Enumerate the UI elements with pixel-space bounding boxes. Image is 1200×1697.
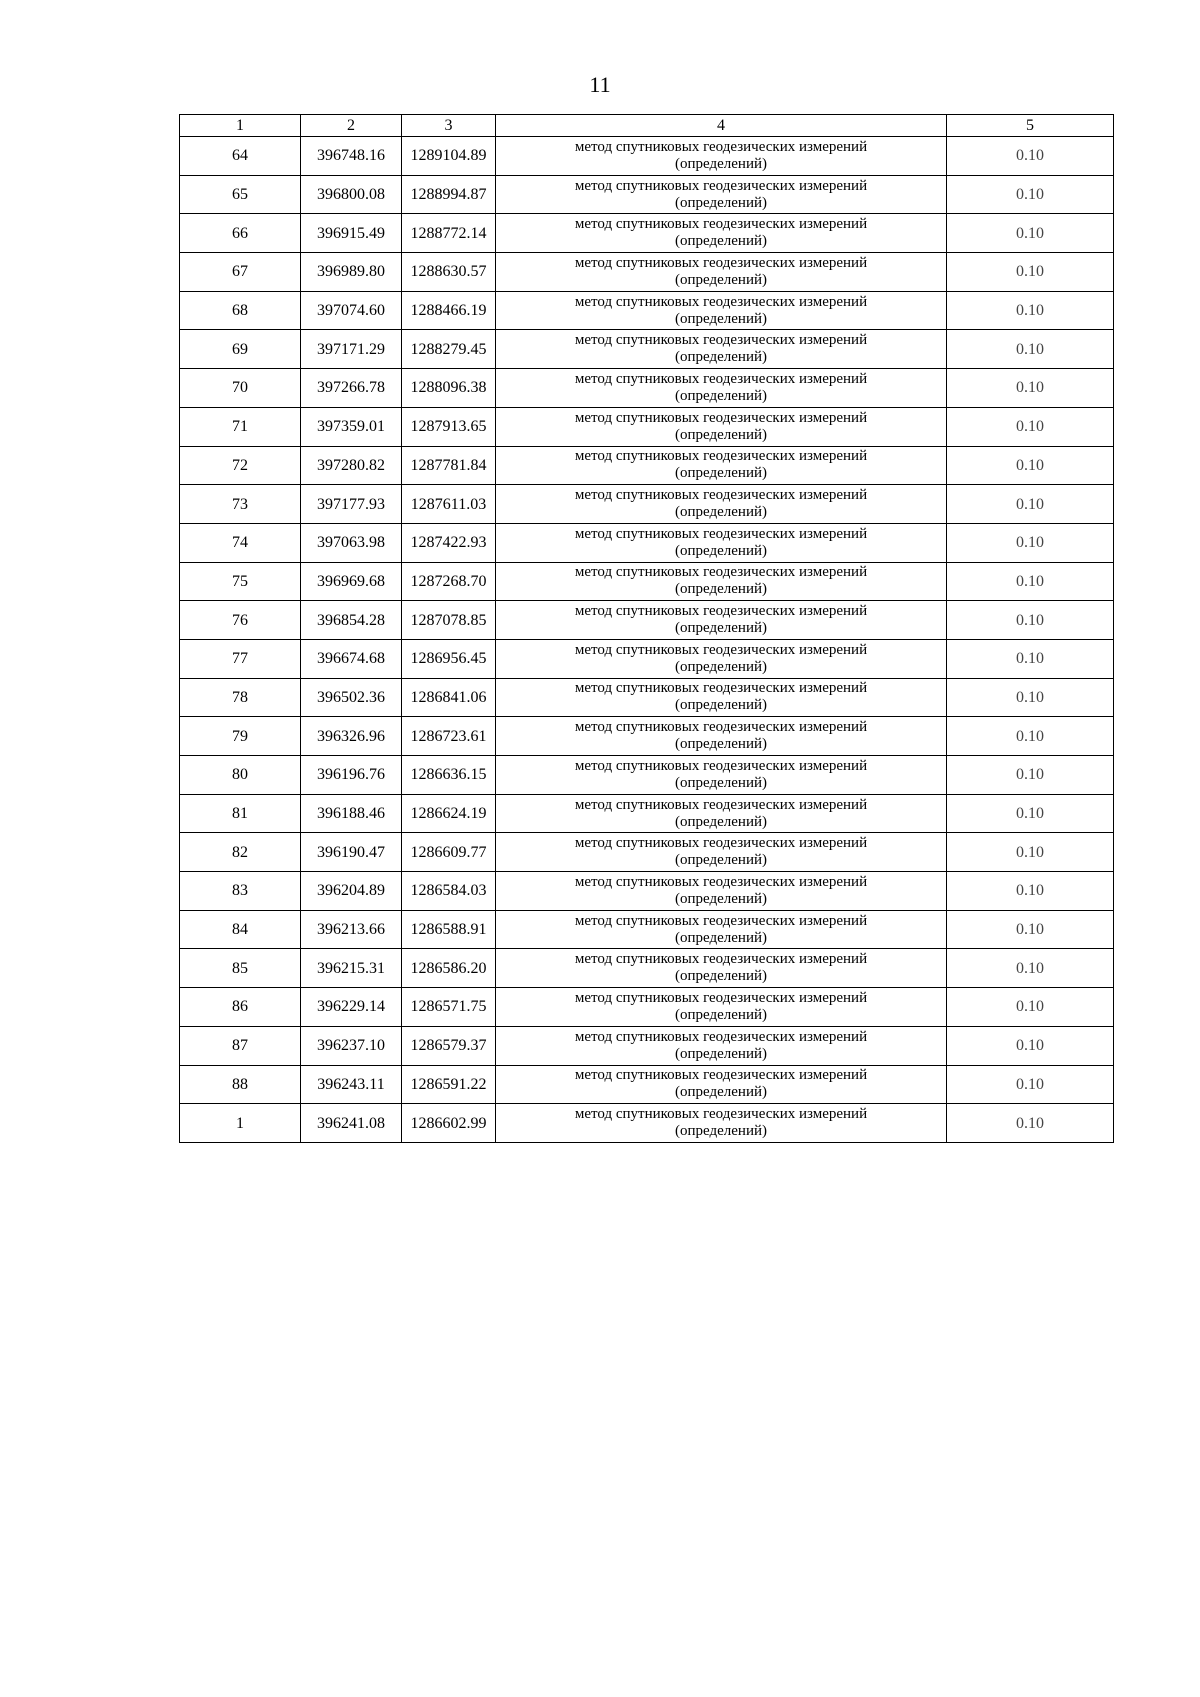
- x-coordinate-cell: 396969.68: [301, 562, 402, 601]
- method-line-2: (определений): [675, 387, 767, 404]
- header-col-1: 1: [180, 115, 301, 137]
- x-coordinate-cell: 396243.11: [301, 1065, 402, 1104]
- x-coordinate-cell: 396204.89: [301, 872, 402, 911]
- method-cell: [496, 175, 947, 214]
- method-line-2: (определений): [675, 890, 767, 907]
- method-line-2: (определений): [675, 736, 767, 753]
- table-row: [180, 291, 1114, 330]
- accuracy-cell: 0.10: [947, 601, 1114, 640]
- table-row: [180, 1026, 1114, 1065]
- y-coordinate-cell: 1289104.89: [402, 137, 496, 176]
- table-row: [180, 407, 1114, 446]
- method-line-2: (определений): [675, 620, 767, 637]
- method-line-1: метод спутниковых геодезических измерений: [574, 409, 868, 426]
- method-line-2: (определений): [675, 542, 767, 559]
- x-coordinate-cell: 396237.10: [301, 1026, 402, 1065]
- method-cell: [496, 949, 947, 988]
- method-cell: [496, 1104, 947, 1143]
- method-line-1: метод спутниковых геодезических измерений: [574, 138, 868, 155]
- y-coordinate-cell: 1286956.45: [402, 639, 496, 678]
- y-coordinate-cell: 1286586.20: [402, 949, 496, 988]
- accuracy-cell: 0.10: [947, 1065, 1114, 1104]
- method-cell: [496, 330, 947, 369]
- x-coordinate-cell: 396674.68: [301, 639, 402, 678]
- method-line-2: (определений): [675, 968, 767, 985]
- y-coordinate-cell: 1288772.14: [402, 214, 496, 253]
- method-line-2: (определений): [675, 426, 767, 443]
- point-number-cell: 85: [180, 949, 301, 988]
- y-coordinate-cell: 1287078.85: [402, 601, 496, 640]
- accuracy-cell: 0.10: [947, 253, 1114, 292]
- accuracy-cell: 0.10: [947, 910, 1114, 949]
- accuracy-cell: 0.10: [947, 678, 1114, 717]
- x-coordinate-cell: 397171.29: [301, 330, 402, 369]
- y-coordinate-cell: 1288279.45: [402, 330, 496, 369]
- x-coordinate-cell: 396502.36: [301, 678, 402, 717]
- point-number-cell: 1: [180, 1104, 301, 1143]
- table-row: [180, 872, 1114, 911]
- method-line-1: метод спутниковых геодезических измерений: [574, 293, 868, 310]
- table-row: [180, 1104, 1114, 1143]
- method-cell: [496, 137, 947, 176]
- x-coordinate-cell: 396241.08: [301, 1104, 402, 1143]
- method-line-1: метод спутниковых геодезических измерений: [574, 525, 868, 542]
- method-line-1: метод спутниковых геодезических измерений: [574, 835, 868, 852]
- method-line-2: (определений): [675, 504, 767, 521]
- y-coordinate-cell: 1287781.84: [402, 446, 496, 485]
- accuracy-cell: 0.10: [947, 137, 1114, 176]
- method-line-1: метод спутниковых геодезических измерений: [574, 254, 868, 271]
- accuracy-cell: 0.10: [947, 330, 1114, 369]
- point-number-cell: 67: [180, 253, 301, 292]
- table-row: [180, 562, 1114, 601]
- method-cell: [496, 485, 947, 524]
- y-coordinate-cell: 1286588.91: [402, 910, 496, 949]
- x-coordinate-cell: 396188.46: [301, 794, 402, 833]
- accuracy-cell: 0.10: [947, 446, 1114, 485]
- coordinates-table: [179, 114, 1114, 1143]
- accuracy-cell: 0.10: [947, 291, 1114, 330]
- method-line-1: метод спутниковых геодезических измерений: [574, 448, 868, 465]
- method-line-1: метод спутниковых геодезических измерений: [574, 680, 868, 697]
- y-coordinate-cell: 1288630.57: [402, 253, 496, 292]
- method-cell: [496, 369, 947, 408]
- method-line-2: (определений): [675, 194, 767, 211]
- header-col-2: 2: [301, 115, 402, 137]
- method-line-1: метод спутниковых геодезических измерений: [574, 873, 868, 890]
- table-row: [180, 369, 1114, 408]
- x-coordinate-cell: 396190.47: [301, 833, 402, 872]
- x-coordinate-cell: 396229.14: [301, 988, 402, 1027]
- x-coordinate-cell: 397266.78: [301, 369, 402, 408]
- y-coordinate-cell: 1288096.38: [402, 369, 496, 408]
- header-col-5: 5: [947, 115, 1114, 137]
- accuracy-cell: 0.10: [947, 872, 1114, 911]
- table-row: [180, 601, 1114, 640]
- table-row: [180, 910, 1114, 949]
- header-col-4: 4: [496, 115, 947, 137]
- y-coordinate-cell: 1287913.65: [402, 407, 496, 446]
- point-number-cell: 64: [180, 137, 301, 176]
- method-cell: [496, 562, 947, 601]
- method-line-2: (определений): [675, 813, 767, 830]
- y-coordinate-cell: 1286636.15: [402, 756, 496, 795]
- method-line-2: (определений): [675, 465, 767, 482]
- point-number-cell: 78: [180, 678, 301, 717]
- method-line-1: метод спутниковых геодезических измерений: [574, 719, 868, 736]
- header-col-3: 3: [402, 115, 496, 137]
- method-cell: [496, 639, 947, 678]
- method-cell: [496, 291, 947, 330]
- table-row: [180, 794, 1114, 833]
- x-coordinate-cell: 396748.16: [301, 137, 402, 176]
- y-coordinate-cell: 1286579.37: [402, 1026, 496, 1065]
- table-row: [180, 523, 1114, 562]
- table-row: [180, 214, 1114, 253]
- table-row: [180, 446, 1114, 485]
- table-row: [180, 639, 1114, 678]
- method-line-1: метод спутниковых геодезических измерений: [574, 641, 868, 658]
- method-cell: [496, 1065, 947, 1104]
- method-cell: [496, 446, 947, 485]
- method-line-1: метод спутниковых геодезических измерений: [574, 796, 868, 813]
- table-row: [180, 175, 1114, 214]
- accuracy-cell: 0.10: [947, 523, 1114, 562]
- method-cell: [496, 910, 947, 949]
- table-row: [180, 253, 1114, 292]
- x-coordinate-cell: 396800.08: [301, 175, 402, 214]
- point-number-cell: 65: [180, 175, 301, 214]
- table-row: [180, 678, 1114, 717]
- method-cell: [496, 678, 947, 717]
- x-coordinate-cell: 397074.60: [301, 291, 402, 330]
- point-number-cell: 80: [180, 756, 301, 795]
- x-coordinate-cell: 396989.80: [301, 253, 402, 292]
- table-row: [180, 137, 1114, 176]
- method-cell: [496, 717, 947, 756]
- method-line-1: метод спутниковых геодезических измерений: [574, 370, 868, 387]
- point-number-cell: 74: [180, 523, 301, 562]
- method-line-1: метод спутниковых геодезических измерений: [574, 487, 868, 504]
- method-line-1: метод спутниковых геодезических измерений: [574, 757, 868, 774]
- y-coordinate-cell: 1287611.03: [402, 485, 496, 524]
- method-line-1: метод спутниковых геодезических измерений: [574, 912, 868, 929]
- accuracy-cell: 0.10: [947, 214, 1114, 253]
- method-line-1: метод спутниковых геодезических измерений: [574, 177, 868, 194]
- x-coordinate-cell: 397359.01: [301, 407, 402, 446]
- method-line-2: (определений): [675, 1045, 767, 1062]
- table-row: [180, 485, 1114, 524]
- accuracy-cell: 0.10: [947, 562, 1114, 601]
- point-number-cell: 77: [180, 639, 301, 678]
- method-cell: [496, 756, 947, 795]
- point-number-cell: 75: [180, 562, 301, 601]
- y-coordinate-cell: 1287268.70: [402, 562, 496, 601]
- table-row: [180, 756, 1114, 795]
- table-body: [180, 137, 1114, 1143]
- method-line-2: (определений): [675, 233, 767, 250]
- accuracy-cell: 0.10: [947, 485, 1114, 524]
- method-line-1: метод спутниковых геодезических измерений: [574, 989, 868, 1006]
- accuracy-cell: 0.10: [947, 988, 1114, 1027]
- method-line-2: (определений): [675, 581, 767, 598]
- method-line-2: (определений): [675, 1006, 767, 1023]
- method-line-2: (определений): [675, 774, 767, 791]
- y-coordinate-cell: 1286571.75: [402, 988, 496, 1027]
- point-number-cell: 83: [180, 872, 301, 911]
- y-coordinate-cell: 1286723.61: [402, 717, 496, 756]
- method-cell: [496, 523, 947, 562]
- accuracy-cell: 0.10: [947, 407, 1114, 446]
- table-row: [180, 1065, 1114, 1104]
- table-row: [180, 717, 1114, 756]
- point-number-cell: 81: [180, 794, 301, 833]
- x-coordinate-cell: 396196.76: [301, 756, 402, 795]
- method-line-2: (определений): [675, 271, 767, 288]
- point-number-cell: 70: [180, 369, 301, 408]
- table-row: [180, 988, 1114, 1027]
- y-coordinate-cell: 1286591.22: [402, 1065, 496, 1104]
- accuracy-cell: 0.10: [947, 1104, 1114, 1143]
- point-number-cell: 76: [180, 601, 301, 640]
- y-coordinate-cell: 1287422.93: [402, 523, 496, 562]
- point-number-cell: 71: [180, 407, 301, 446]
- x-coordinate-cell: 396326.96: [301, 717, 402, 756]
- method-line-2: (определений): [675, 1123, 767, 1140]
- method-cell: [496, 794, 947, 833]
- point-number-cell: 88: [180, 1065, 301, 1104]
- x-coordinate-cell: 396213.66: [301, 910, 402, 949]
- method-cell: [496, 407, 947, 446]
- accuracy-cell: 0.10: [947, 639, 1114, 678]
- method-cell: [496, 833, 947, 872]
- point-number-cell: 72: [180, 446, 301, 485]
- x-coordinate-cell: 396915.49: [301, 214, 402, 253]
- method-line-2: (определений): [675, 929, 767, 946]
- accuracy-cell: 0.10: [947, 794, 1114, 833]
- y-coordinate-cell: 1286624.19: [402, 794, 496, 833]
- accuracy-cell: 0.10: [947, 949, 1114, 988]
- method-cell: [496, 601, 947, 640]
- method-line-1: метод спутниковых геодезических измерений: [574, 216, 868, 233]
- method-cell: [496, 988, 947, 1027]
- method-line-1: метод спутниковых геодезических измерений: [574, 1067, 868, 1084]
- point-number-cell: 69: [180, 330, 301, 369]
- method-cell: [496, 872, 947, 911]
- method-line-2: (определений): [675, 697, 767, 714]
- method-line-1: метод спутниковых геодезических измерений: [574, 951, 868, 968]
- method-line-1: метод спутниковых геодезических измерений: [574, 603, 868, 620]
- y-coordinate-cell: 1288994.87: [402, 175, 496, 214]
- method-line-2: (определений): [675, 852, 767, 869]
- x-coordinate-cell: 397177.93: [301, 485, 402, 524]
- point-number-cell: 68: [180, 291, 301, 330]
- point-number-cell: 66: [180, 214, 301, 253]
- x-coordinate-cell: 397280.82: [301, 446, 402, 485]
- table-row: [180, 833, 1114, 872]
- x-coordinate-cell: 396854.28: [301, 601, 402, 640]
- method-line-2: (определений): [675, 658, 767, 675]
- method-line-1: метод спутниковых геодезических измерений: [574, 1106, 868, 1123]
- method-line-1: метод спутниковых геодезических измерений: [574, 332, 868, 349]
- method-cell: [496, 253, 947, 292]
- method-line-2: (определений): [675, 349, 767, 366]
- point-number-cell: 73: [180, 485, 301, 524]
- table-row: [180, 330, 1114, 369]
- page-number: 11: [589, 72, 611, 97]
- y-coordinate-cell: 1286584.03: [402, 872, 496, 911]
- y-coordinate-cell: 1286609.77: [402, 833, 496, 872]
- x-coordinate-cell: 397063.98: [301, 523, 402, 562]
- accuracy-cell: 0.10: [947, 717, 1114, 756]
- table-row: [180, 949, 1114, 988]
- method-line-2: (определений): [675, 155, 767, 172]
- point-number-cell: 86: [180, 988, 301, 1027]
- method-cell: [496, 1026, 947, 1065]
- method-line-2: (определений): [675, 310, 767, 327]
- accuracy-cell: 0.10: [947, 833, 1114, 872]
- x-coordinate-cell: 396215.31: [301, 949, 402, 988]
- method-line-1: метод спутниковых геодезических измерений: [574, 1028, 868, 1045]
- point-number-cell: 79: [180, 717, 301, 756]
- point-number-cell: 82: [180, 833, 301, 872]
- method-line-1: метод спутниковых геодезических измерений: [574, 564, 868, 581]
- method-cell: [496, 214, 947, 253]
- point-number-cell: 87: [180, 1026, 301, 1065]
- accuracy-cell: 0.10: [947, 369, 1114, 408]
- y-coordinate-cell: 1288466.19: [402, 291, 496, 330]
- accuracy-cell: 0.10: [947, 175, 1114, 214]
- y-coordinate-cell: 1286841.06: [402, 678, 496, 717]
- accuracy-cell: 0.10: [947, 1026, 1114, 1065]
- point-number-cell: 84: [180, 910, 301, 949]
- y-coordinate-cell: 1286602.99: [402, 1104, 496, 1143]
- method-line-2: (определений): [675, 1084, 767, 1101]
- header-row: [180, 115, 1114, 137]
- accuracy-cell: 0.10: [947, 756, 1114, 795]
